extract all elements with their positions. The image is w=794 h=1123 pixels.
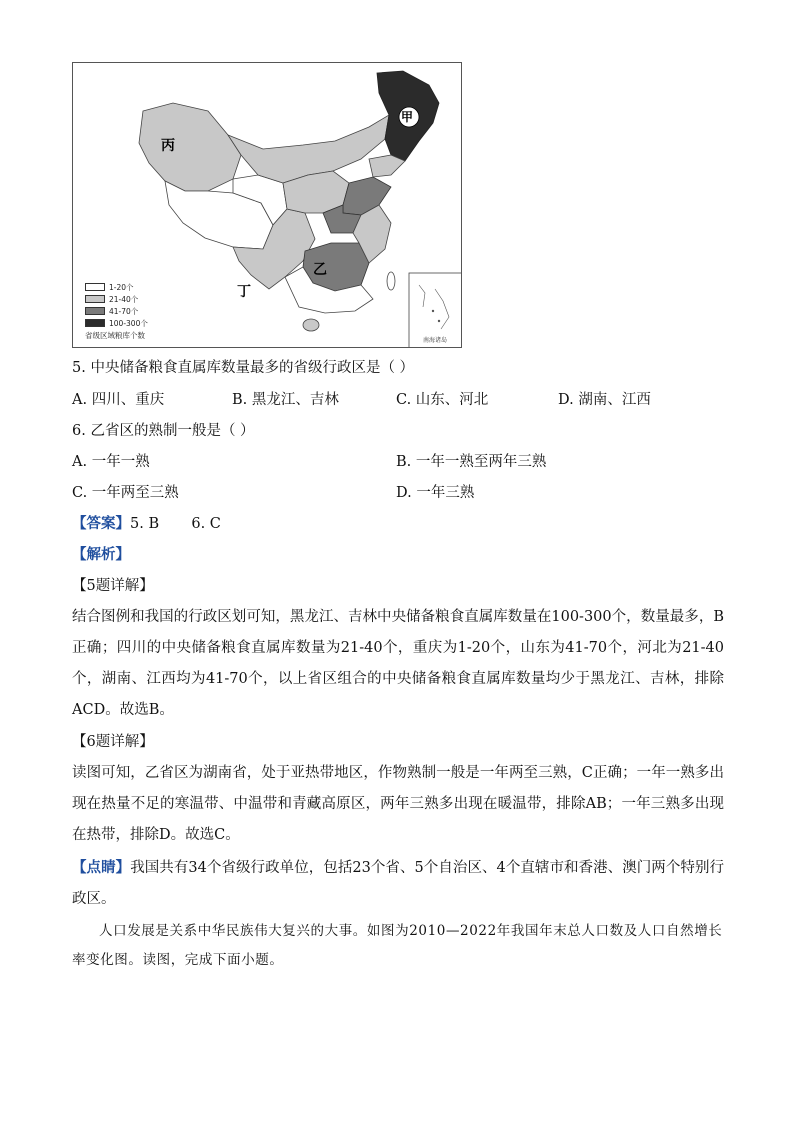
- q6-option-a[interactable]: A. 一年一熟: [72, 454, 150, 470]
- label-yi: 乙: [313, 262, 327, 278]
- legend-label: 100-300个: [109, 318, 148, 328]
- legend-swatch: [85, 295, 105, 303]
- region-xinjiang: [139, 103, 241, 191]
- analysis-tag: 【解析】: [72, 546, 130, 563]
- legend-caption: 省级区域粮库个数: [85, 331, 145, 340]
- q6-option-b[interactable]: B. 一年一熟至两年三熟: [396, 454, 547, 470]
- region-taiwan: [387, 272, 395, 290]
- legend-swatch: [85, 283, 105, 291]
- q5-stem: 5. 中央储备粮食直属库数量最多的省级行政区是（ ）: [72, 360, 415, 376]
- legend-item: [85, 281, 148, 293]
- region-inner-mongolia: [228, 115, 389, 183]
- q6-option-d[interactable]: D. 一年三熟: [396, 485, 475, 501]
- label-ding: 丁: [237, 284, 251, 300]
- detail5-text: 结合图例和我国的行政区划可知，黑龙江、吉林中央储备粮食直属库数量在100-300个，数量最多，B正确；四川的中央储备粮食直属库数量为21-40个，重庆为1-20个，山东为41-70个，河北为21-40个，湖南、江西均为41-70个，以上省区组合的中央储备粮食直属库数量均少于黑龙江、吉林，排除ACD。故选B。: [72, 609, 724, 718]
- q5-option-c[interactable]: C. 山东、河北: [396, 392, 489, 408]
- q5-option-a[interactable]: A. 四川、重庆: [72, 392, 165, 408]
- legend-label: 41-70个: [109, 306, 139, 316]
- answer-text: 5. B 6. C: [130, 516, 221, 532]
- inset-caption: 南海诸岛: [423, 337, 448, 344]
- q6-stem: 6. 乙省区的熟制一般是（ ）: [72, 423, 255, 439]
- legend-swatch: [85, 319, 105, 327]
- legend-item: [85, 305, 148, 317]
- highlight-tag: 【点睛】: [72, 859, 131, 876]
- q5-option-b[interactable]: B. 黑龙江、吉林: [232, 392, 339, 408]
- china-granary-map: [72, 62, 462, 348]
- answer-tag: 【答案】: [72, 515, 130, 532]
- legend-label: 1-20个: [109, 282, 134, 292]
- legend-swatch: [85, 307, 105, 315]
- map-legend: [85, 281, 148, 341]
- legend-label: 21-40个: [109, 294, 139, 304]
- q5-option-d[interactable]: D. 湖南、江西: [558, 392, 651, 408]
- analysis-heading: [72, 545, 130, 565]
- answer-line: [72, 514, 221, 534]
- label-bing: 丙: [161, 138, 175, 154]
- legend-item: [85, 317, 148, 329]
- region-hainan: [303, 319, 319, 331]
- detail6-text: 读图可知，乙省区为湖南省，处于亚热带地区，作物熟制一般是一年两至三熟，C正确；一年一熟多出现在热量不足的寒温带、中温带和青藏高原区，两年三熟多出现在暖温带，排除AB；一年三熟多出现在热带，排除D。故选C。: [72, 765, 724, 843]
- highlight-text: 我国共有34个省级行政单位，包括23个省、5个自治区、4个直辖市和香港、澳门两个特别行政区。: [72, 860, 724, 907]
- label-jia: 甲: [401, 110, 414, 124]
- detail6-heading: 【6题详解】: [72, 734, 154, 750]
- legend-item: [85, 293, 148, 305]
- q6-option-c[interactable]: C. 一年两至三熟: [72, 485, 179, 501]
- region-shandong-henan: [343, 177, 391, 215]
- region-liaoning: [369, 155, 405, 177]
- detail5-heading: 【5题详解】: [72, 578, 154, 594]
- next-question-intro: 人口发展是关系中华民族伟大复兴的大事。如图为2010—2022年我国年末总人口数及人口自然增长率变化图。读图，完成下面小题。: [72, 923, 723, 968]
- highlight-paragraph: [72, 852, 724, 915]
